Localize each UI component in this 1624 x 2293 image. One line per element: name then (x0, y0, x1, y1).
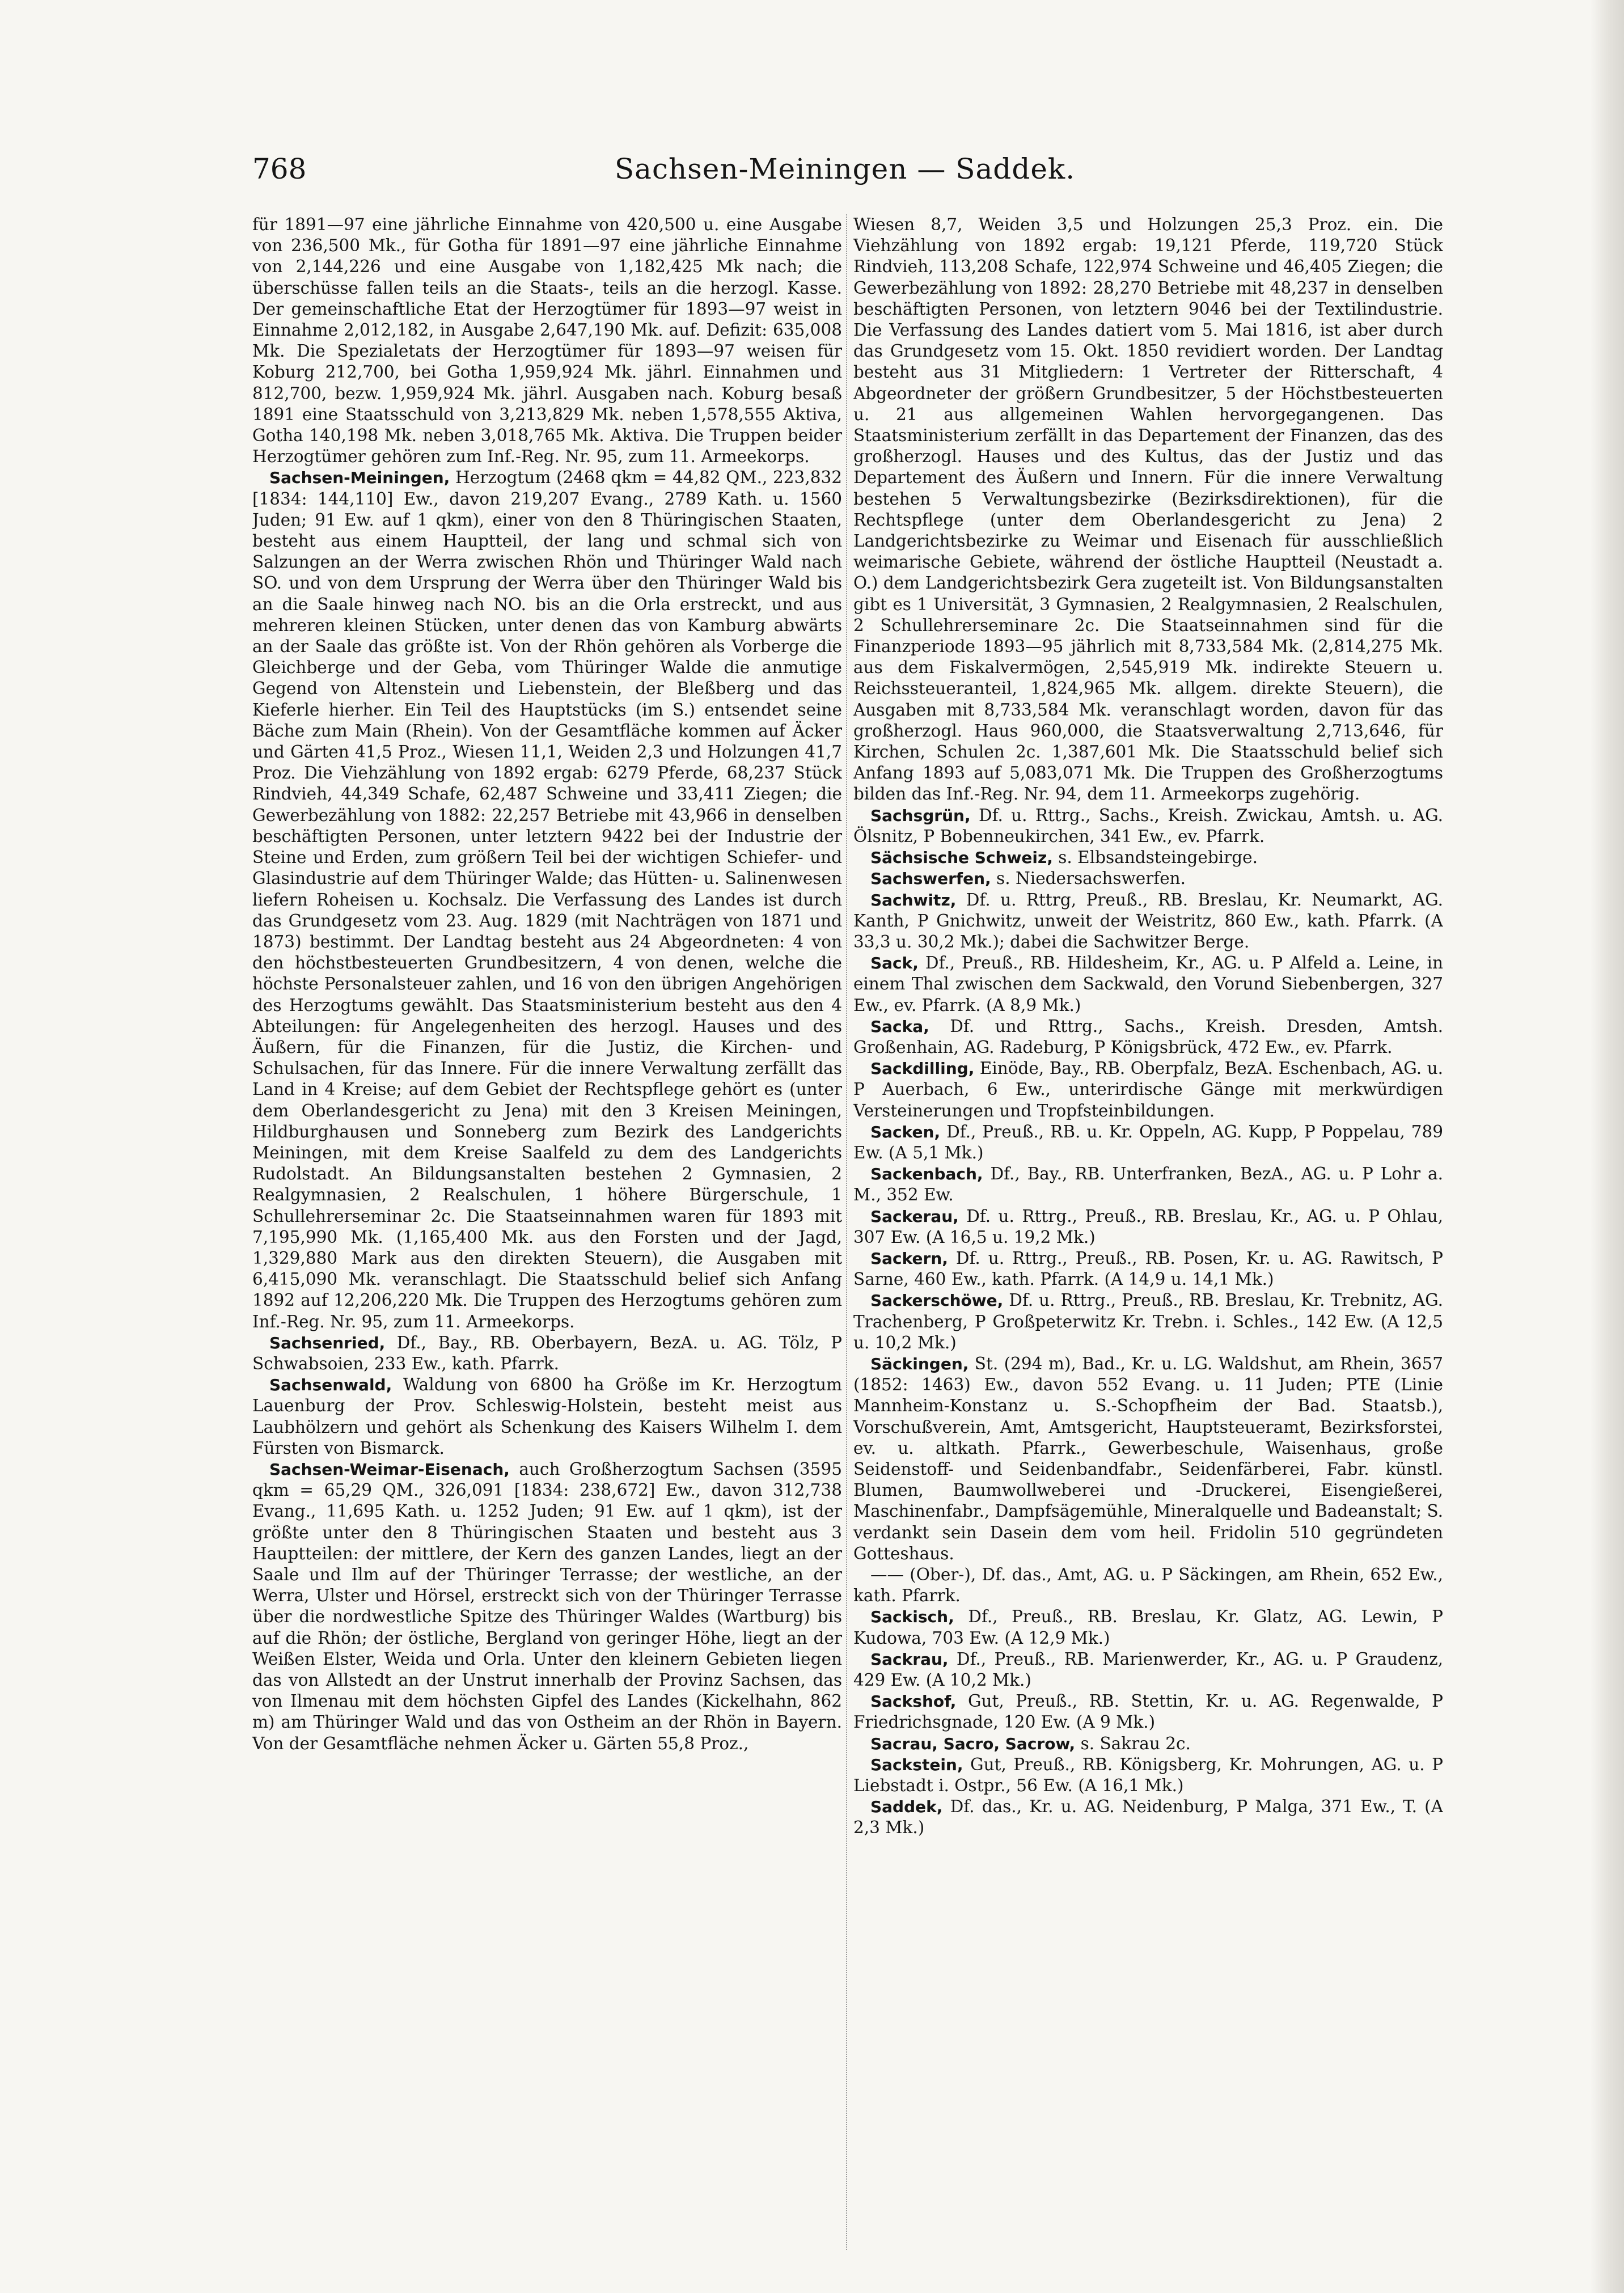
entry-sachsenwald (252, 1374, 842, 1459)
entry-sachsenried (252, 1332, 842, 1374)
entry-headword: Sachwitz, (870, 890, 957, 909)
entry-sackstein (853, 1754, 1443, 1796)
entry-sackdilling (853, 1058, 1443, 1122)
entry-text: für 1891—97 eine jährliche Einnahme von 420,500 u. eine Ausgabe von 236,500 Mk., für Gotha für 1891—97 eine jährliche Einnahme von 2,144,226 und eine Ausgabe von 1,182,425 Mk nach; die überschüsse fallen teils an die Staats-, teils an die herzogl. Kasse. Der gemeinschaftliche Etat der Herzogtümer für 1893—97 weist in Einnahme 2,012,182, in Ausgabe 2,647,190 Mk. auf. Defizit: 635,008 Mk. Die Spezialetats der Herzogtümer für 1893—97 weisen für Koburg 212,700, bei Gotha 1,959,924 Mk. jährl. Einnahmen und 812,700, bezw. 1,959,924 Mk. jährl. Ausgaben nach. Koburg besaß 1891 eine Staatsschuld von 3,213,829 Mk. neben 1,578,555 Aktiva, Gotha 140,198 Mk. neben 3,018,765 Mk. Aktiva. Die Truppen beider Herzogtümer gehören zum Inf.-Reg. Nr. 95, zum 11. Armeekorps. (252, 215, 842, 467)
entry-headword: Sackshof, (870, 1692, 957, 1711)
entry-text: Df., Preuß., RB. Hildesheim, Kr., AG. u. P Alfeld a. Leine, in einem Thal zwischen dem Sackwald, den Vorund Siebenbergen, 327 Ew., ev. Pfarrk. (A 8,9 Mk.) (853, 953, 1443, 1015)
entry-text: Df. u. Rttrg., Preuß., RB. Breslau, Kr. Trebnitz, AG. Trachenberg, P Großpeterwitz Kr. Trebn. i. Schles., 142 Ew. (A 12,5 u. 10,2 Mk.) (853, 1291, 1443, 1352)
entry-text: s. Niedersachswerfen. (991, 869, 1186, 889)
entry-text: Df., Preuß., RB. Marienwerder, Kr., AG. u. P Graudenz, 429 Ew. (A 10,2 Mk.) (853, 1649, 1443, 1690)
page-number: 768 (252, 153, 307, 185)
entry-sachswerfen (853, 868, 1443, 889)
entry-text: s. Sakrau 2c. (1075, 1733, 1191, 1753)
entry-headword: Sackerschöwe, (870, 1291, 1004, 1310)
entry-text: —— (Ober-), Df. das., Amt, AG. u. P Säckingen, am Rhein, 652 Ew., kath. Pfarrk. (853, 1565, 1443, 1606)
entry-saechs-schweiz (853, 847, 1443, 868)
entry-headword: Sachsen-Meiningen, (269, 468, 450, 488)
right-column (853, 214, 1443, 2250)
entry-headword: Sack, (870, 954, 919, 973)
entry-text: Einöde, Bay., RB. Oberpfalz, BezA. Eschenbach, AG. u. P Auerbach, 6 Ew., unterirdische Gänge mit merkwürdigen Versteinerungen und Tropfsteinbildungen. (853, 1059, 1443, 1120)
entry-sacka (853, 1016, 1443, 1058)
entry-saddek (853, 1796, 1443, 1838)
entry-sackshof (853, 1691, 1443, 1733)
entry-sackenbach (853, 1164, 1443, 1205)
entry-text: Herzogtum (2468 qkm = 44,82 QM., 223,832 [1834: 144,110] Ew., davon 219,207 Evang., 2789 Kath. u. 1560 Juden; 91 Ew. auf 1 qkm), einer von den 8 Thüringischen Staaten, besteht aus einem Hauptteil, der lang und schmal sich von Salzungen an der Werra zwischen Rhön und Thüringer Wald nach SO. und von dem Ursprung der Werra über den Thüringer Wald bis an die Saale hinweg nach NO. bis an die Orla erstreckt, und aus mehreren kleinen Stücken, unter denen das von Kamburg abwärts an der Saale das größte ist. Von der Rhön gehören als Vorberge die Gleichberge und der Geba, vom Thüringer Walde die anmutige Gegend von Altenstein und Liebenstein, der Bleßberg und das Kieferle hierher. Ein Teil des Hauptstücks (im S.) entsendet seine Bäche zum Main (Rhein). Von der Gesamtfläche kommen auf Äcker und Gärten 41,5 Proz., Wiesen 11,1, Weiden 2,3 und Holzungen 41,7 Proz. Die Viehzählung von 1892 ergab: 6279 Pferde, 68,237 Stück Rindvieh, 44,349 Schafe, 62,487 Schweine und 33,411 Ziegen; die Gewerbezählung von 1882: 22,257 Betriebe mit 43,966 in denselben beschäftigten Personen, unter letztern 9422 bei der Industrie der Steine und Erden, zum größern Teil bei der wichtigen Schiefer- und Glasindustrie auf dem Thüringer Walde; das Hütten- u. Salinenwesen liefern Roheisen u. Kochsalz. Die Verfassung des Landes ist durch das Grundgesetz vom 23. Aug. 1829 (mit Nachträgen von 1871 und 1873) bestimmt. Der Landtag besteht aus 24 Abgeordneten: 4 von den höchstbesteuerten Grundbesitzern, 4 von denen, welche die höchste Personalsteuer zahlen, und 16 von den übrigen Angehörigen des Herzogtums gewählt. Das Staatsministerium besteht aus den 4 Abteilungen: für Angelegenheiten des herzogl. Hauses und des Äußern, für die Finanzen, für die Justiz, die Kirchen- und Schulsachen, für das Innere. Für die innere Verwaltung zerfällt das Land in 4 Kreise; auf dem Gebiet der Rechtspflege gehört es (unter dem Oberlandesgericht zu Jena) mit den 3 Kreisen Meiningen, Hildburghausen und Sonneberg zum Bezirk des Landgerichts Meiningen, mit dem Kreise Saalfeld zu dem des Landgerichts Rudolstadt. An Bildungsanstalten bestehen 2 Gymnasien, 2 Realgymnasien, 2 Realschulen, 1 höhere Bürgerschule, 1 Schullehrerseminar 2c. Die Staatseinnahmen waren für 1893 mit 7,195,990 Mk. (1,165,400 Mk. aus den Forsten und der Jagd, 1,329,880 Mark aus den direkten Steuern), die Ausgaben mit 6,415,090 Mk. veranschlagt. Die Staatsschuld belief sich Anfang 1892 auf 12,206,220 Mk. Die Truppen des Herzogtums gehören zum Inf.-Reg. Nr. 95, zum 11. Armeekorps. (252, 468, 842, 1331)
entry-sack (853, 953, 1443, 1016)
entry-text: Df. u. Rttrg, Preuß., RB. Breslau, Kr. Neumarkt, AG. Kanth, P Gnichwitz, unweit der Weistritz, 860 Ew., kath. Pfarrk. (A 33,3 u. 30,2 Mk.); dabei die Sachwitzer Berge. (853, 890, 1443, 951)
entry-sacken (853, 1122, 1443, 1164)
entry-headword: Sachsgrün, (870, 806, 971, 825)
entry-sackisch (853, 1606, 1443, 1648)
entry-headword: Sächsische Schweiz, (870, 848, 1053, 868)
entry-sackerau (853, 1206, 1443, 1248)
entry-headword: Sackenbach, (870, 1165, 983, 1184)
entry-text: Df., Preuß., RB. Breslau, Kr. Glatz, AG. Lewin, P Kudowa, 703 Ew. (A 12,9 Mk.) (853, 1607, 1443, 1648)
entry-headword: Sachswerfen, (870, 869, 991, 889)
entry-headword: Sackisch, (870, 1607, 954, 1627)
entry-sackern (853, 1248, 1443, 1290)
entry-headword: Säckingen, (870, 1354, 969, 1373)
entry-headword: Sackerau, (870, 1207, 959, 1226)
entry-sackrau (853, 1649, 1443, 1691)
entry-saeckingen (853, 1353, 1443, 1564)
entry-sachwitz (853, 890, 1443, 953)
entry-headword: Saddek, (870, 1797, 943, 1817)
continued-text (252, 214, 842, 467)
entry-weimar (252, 1459, 842, 1754)
entry-headword: Sackrau, (870, 1649, 949, 1669)
entry-text: Gut, Preuß., RB. Königsberg, Kr. Mohrungen, AG. u. P Liebstadt i. Ostpr., 56 Ew. (A 16,1 Mk.) (853, 1754, 1443, 1796)
left-column (252, 214, 842, 2250)
entry-text: Df. u. Rttrg., Preuß., RB. Posen, Kr. u. AG. Rawitsch, P Sarne, 460 Ew., kath. Pfarrk. (A 14,9 u. 14,1 Mk.) (853, 1248, 1443, 1289)
entry-headword: Sachsen-Weimar-Eisenach, (269, 1459, 510, 1479)
entry-text: Gut, Preuß., RB. Stettin, Kr. u. AG. Regenwalde, P Friedrichsgnade, 120 Ew. (A 9 Mk.) (853, 1691, 1443, 1732)
entry-headword: Sackdilling, (870, 1059, 975, 1078)
entry-headword: Sackern, (870, 1249, 948, 1268)
entry-saeckingen-ober (853, 1564, 1443, 1606)
entry-sacrau (853, 1733, 1443, 1754)
entry-text: Df., Preuß., RB. u. Kr. Oppeln, AG. Kupp, P Poppelau, 789 Ew. (A 5,1 Mk.) (853, 1122, 1443, 1162)
entry-text: St. (294 m), Bad., Kr. u. LG. Waldshut, am Rhein, 3657 (1852: 1463) Ew., davon 552 Evang. u. 11 Juden; PTE (Linie Mannheim-Konstanz u. S.-Schopfheim der Bad. Staatsb.), Vorschußverein, Amt, Amtsgericht, Hauptsteueramt, Bezirksforstei, ev. u. altkath. Pfarrk., Gewerbeschule, Waisenhaus, große Seidenstoff- und Seidenbandfabr., Seidenfärberei, Fabr. künstl. Blumen, Baumwollweberei und -Druckerei, Eisengießerei, Maschinenfabr., Dampfsägemühle, Mineralquelle und Badeanstalt; S. verdankt sein Dasein dem vom heil. Fridolin 510 gegründeten Gotteshaus. (853, 1353, 1443, 1563)
entry-headword: Sachsenwald, (269, 1376, 392, 1395)
entry-headword: Sacrau, Sacro, Sacrow, (870, 1734, 1076, 1753)
entry-text: Wiesen 8,7, Weiden 3,5 und Holzungen 25,3 Proz. ein. Die Viehzählung von 1892 ergab: 19,121 Pferde, 119,720 Stück Rindvieh, 113,208 Schafe, 122,974 Schweine und 46,405 Ziegen; die Gewerbezählung von 1892: 28,270 Betriebe mit 48,237 in denselben beschäftigten Personen, von letztern 9046 bei der Textilindustrie. Die Verfassung des Landes datiert vom 5. Mai 1816, ist aber durch das Grundgesetz vom 15. Okt. 1850 revidiert worden. Der Landtag besteht aus 31 Mitgliedern: 1 Vertreter der Ritterschaft, 4 Abgeordneter der größern Grundbesitzer, 5 der Höchstbesteuerten u. 21 aus allgemeinen Wahlen hervorgegangenen. Das Staatsministerium zerfällt in das Departement der Finanzen, das des großherzogl. Hauses und des Kultus, das der Justiz und das Departement des Äußern und Innern. Für die innere Verwaltung bestehen 5 Verwaltungsbezirke (Bezirksdirektionen), für die Rechtspflege (unter dem Oberlandesgericht zu Jena) 2 Landgerichtsbezirke zu Weimar und Eisenach für ausschließlich weimarische Gebiete, während der östliche Hauptteil (Neustadt a. O.) dem Landgerichtsbezirk Gera zugeteilt ist. Von Bildungsanstalten gibt es 1 Universität, 3 Gymnasien, 2 Realgymnasien, 2 Realschulen, 2 Schullehrerseminare 2c. Die Staatseinnahmen sind für die Finanzperiode 1893—95 jährlich mit 8,733,584 Mk. (2,814,275 Mk. aus dem Fiskalvermögen, 2,545,919 Mk. indirekte Steuern u. Reichssteueranteil, 1,824,965 Mk. allgem. direkte Steuern), die Ausgaben mit 8,733,584 Mk. veranschlagt worden, davon für das großherzogl. Haus 960,000, die Staatsverwaltung 2,713,646, für Kirchen, Schulen 2c. 1,387,601 Mk. Die Staatsschuld belief sich Anfang 1893 auf 5,083,071 Mk. Die Truppen des Großherzogtums bilden das Inf.-Reg. Nr. 94, dem 11. Armeekorps zugehörig. (853, 215, 1443, 804)
entry-text: Df. u. Rttrg., Sachs., Kreish. Zwickau, Amtsh. u. AG. Ölsnitz, P Bobenneukirchen, 341 Ew., ev. Pfarrk. (853, 805, 1443, 846)
entry-text: Df., Bay., RB. Oberbayern, BezA. u. AG. Tölz, P Schwabsoien, 233 Ew., kath. Pfarrk. (252, 1332, 842, 1373)
entry-text: Df. u. Rttrg., Preuß., RB. Breslau, Kr., AG. u. P Ohlau, 307 Ew. (A 16,5 u. 19,2 Mk.) (853, 1206, 1443, 1247)
entry-text: Df. und Rttrg., Sachs., Kreish. Dresden, Amtsh. Großenhain, AG. Radeburg, P Königsbrück, 472 Ew., ev. Pfarrk. (853, 1016, 1443, 1057)
entry-sachsgruen (853, 805, 1443, 847)
running-head: Sachsen-Meiningen — Saddek. (614, 153, 1076, 185)
entry-meiningen (252, 467, 842, 1332)
entry-headword: Sacken, (870, 1122, 941, 1141)
scan-edge-shadow (1590, 0, 1624, 2293)
entry-text: Waldung von 6800 ha Größe im Kr. Herzogtum Lauenburg der Prov. Schleswig-Holstein, besteht meist aus Laubhölzern und gehört als Schenkung des Kaisers Wilhelm I. dem Fürsten von Bismarck. (252, 1375, 842, 1458)
entry-text: Df., Bay., RB. Unterfranken, BezA., AG. u. P Lohr a. M., 352 Ew. (853, 1164, 1443, 1205)
entry-headword: Sackstein, (870, 1755, 963, 1774)
entry-sackerschoewe (853, 1290, 1443, 1353)
entry-headword: Sacka, (870, 1017, 929, 1036)
column-rule (846, 214, 848, 2250)
continued-text (853, 214, 1443, 805)
entry-text: auch Großherzogtum Sachsen (3595 qkm = 65,29 QM., 326,091 [1834: 238,672] Ew., davon 312,738 Evang., 11,695 Kath. u. 1252 Juden; 91 Ew. auf 1 qkm), ist der größte unter den 8 Thüringischen Staaten und besteht aus 3 Hauptteilen: der mittlere, der Kern des ganzen Landes, liegt an der Saale und Ilm auf der Thüringer Terrasse; der westliche, an der Werra, Ulster und Hörsel, erstreckt sich von der Thüringer Terrasse über die nordwestliche Spitze des Thüringer Waldes (Wartburg) bis auf die Rhön; der östliche, Bergland von geringer Höhe, liegt an der Weißen Elster, Weida und Orla. Unter den kleinern Gebieten liegen das von Allstedt an der Unstrut innerhalb der Provinz Sachsen, das von Ilmenau mit dem höchsten Gipfel des Landes (Kickelhahn, 862 m) am Thüringer Wald und das von Ostheim an der Rhön in Bayern. Von der Gesamtfläche nehmen Äcker u. Gärten 55,8 Proz., (252, 1459, 842, 1753)
entry-text: Df. das., Kr. u. AG. Neidenburg, P Malga, 371 Ew., T. (A 2,3 Mk.) (853, 1797, 1443, 1838)
entry-text: s. Elbsandsteingebirge. (1052, 848, 1258, 868)
entry-headword: Sachsenried, (269, 1333, 386, 1352)
